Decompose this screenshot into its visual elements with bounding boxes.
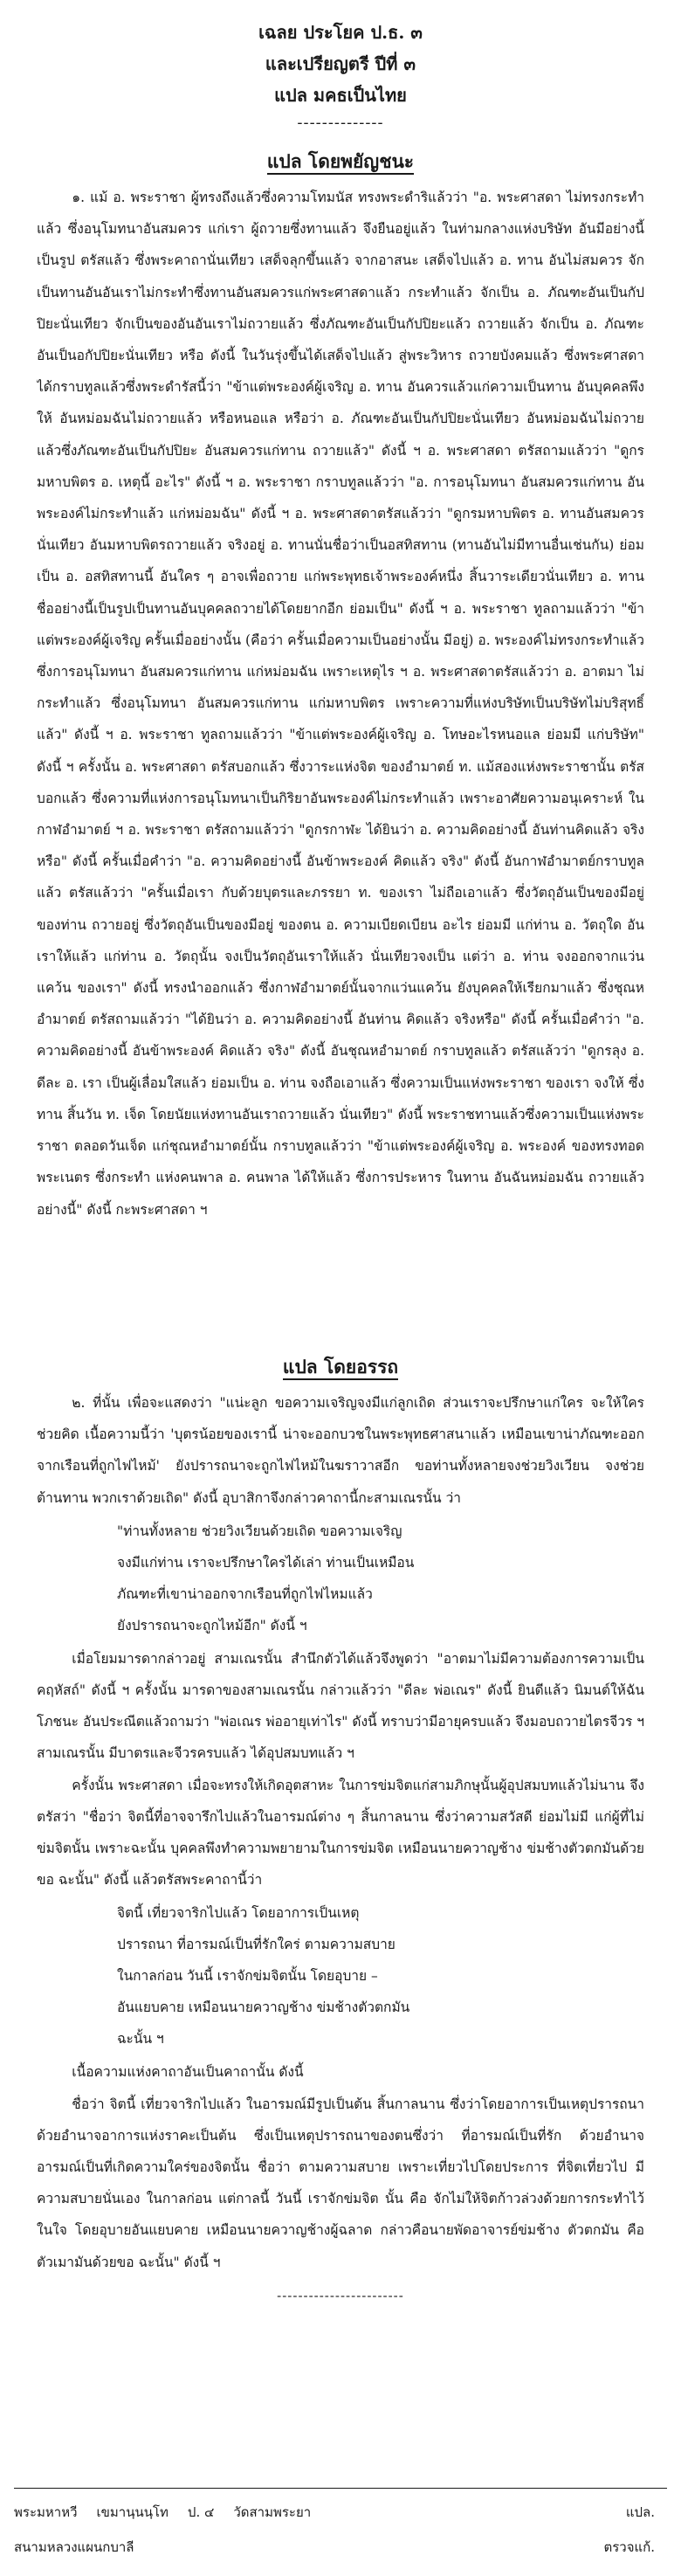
section-1-title	[37, 148, 644, 175]
verse-line: จงมีแก่ท่าน เราจะปรึกษาใครได้เล่า ท่านเป็นเหมือน	[117, 1554, 415, 1571]
header-divider: --------------	[297, 114, 384, 132]
header-title-1: เฉลย ประโยค ป.ธ. ๓	[258, 22, 423, 43]
verse-line: "ท่านทั้งหลาย ช่วยวิงเวียนด้วยเถิด ขอความเจริญ	[117, 1523, 402, 1539]
section-2-title	[37, 1354, 644, 1380]
header-title-2: และเปรียญตรี ปีที่ ๓	[265, 53, 416, 74]
verse-block-1	[37, 1516, 644, 1641]
verse-line: ปรารถนา ที่อารมณ์เป็นที่รักใคร่ ตามความสบาย	[117, 1937, 396, 1953]
verse-line: ในกาลก่อน วันนี้ เราจักข่มจิตนั้น โดยอุบาย –	[117, 1968, 378, 1985]
translator-temple: วัดสามพระยา	[233, 2504, 312, 2520]
verse-line: ฉะนั้น ฯ	[117, 2031, 164, 2048]
translator-row	[14, 2501, 667, 2524]
section-1-title-text: แปล โดยพยัญชนะ	[267, 150, 414, 175]
reviewer-row	[14, 2536, 667, 2559]
section-2-paragraph-4: เนื้อความแห่งคาถาอันเป็นคาถานั้น ดังนี้	[72, 2064, 304, 2081]
verse-line: อันแยบคาย เหมือนนายควาญช้าง ข่มช้างตัวตกมัน	[117, 1999, 410, 2016]
section-2-paragraph-2: เมื่อโยมมารดากล่าวอยู่ สามเณรนั้น สำนึกตัวได้แล้วจึงพูดว่า "อาตมาไม่มีความต้องการความเป็นคฤหัสถ์" ดังนี้ ฯ ครั้งนั้น มารดาของสามเณรนั้น กล่าวแล้วว่า "ดีละ พ่อเณร" ดังนี้ ยินดีแล้ว นิมนต์ให้ฉันโภชนะ อันประณีตแล้วถามว่า "พ่อเณร พ่ออายุเท่าไร" ดังนี้ ทราบว่ามีอายุครบแล้ว จึงมอบถวายไตรจีวร ฯ สามเณรนั้น มีบาตรและจีวรครบแล้ว ได้อุปสมบทแล้ว ฯ	[37, 1650, 644, 1762]
verse-block-2	[37, 1897, 644, 2055]
translator-pali-name: เขมานฺนนฺโท	[96, 2504, 169, 2520]
end-divider: ------------------------	[277, 2287, 404, 2303]
reviewer-office: สนามหลวงแผนกบาลี	[14, 2539, 134, 2555]
section-1-body	[37, 182, 644, 1317]
translator-role: แปล.	[625, 2504, 655, 2520]
section-2-body	[37, 1387, 644, 2558]
verse-line: ภัณฑะที่เขาน่าออกจากเรือนที่ถูกไฟไหมแล้ว	[117, 1585, 373, 1602]
section-2-paragraph-1: ๒. ที่นั้น เพื่อจะแสดงว่า "แน่ะลูก ขอความเจริญจงมีแก่ลูกเถิด ส่วนเราจะปรึกษาแก่ใคร จะให้ใครช่วยคิด เนื้อความนี้ว่า 'บุตรน้อยของเรานี้ น่าจะออกบวชในพระพุทธศาสนาแล้ว เหมือนเขาน่าภัณฑะออกจากเรือนที่ถูกไฟไหม้' ยังปรารถนาจะถูกไฟไหม้ในฆราวาสอีก ขอท่านทั้งหลายจงช่วยวิงเวียน จงช่วยต้านทาน พวกเราด้วยเถิด" ดังนี้ อุบาสิกาจึงกล่าวคาถานี้กะสามเณรนั้น ว่า	[37, 1395, 644, 1506]
document-footer	[14, 2488, 667, 2571]
verse-line: ยังปรารถนาจะถูกไหม้อีก" ดังนี้ ฯ	[117, 1617, 307, 1633]
document-header	[37, 19, 644, 133]
section-1-paragraph: ๑. แม้ อ. พระราชา ผู้ทรงถึงแล้วซึ่งความโทมนัส ทรงพระดำริแล้วว่า "อ. พระศาสดา ไม่ทรงกระทำแล้ว ซึ่งอนุโมทนาอันสมควร แก่เรา ผู้ถวายซึ่งทานแล้ว จึงยืนอยู่แล้ว ในท่ามกลางแห่งบริษัท อันมีอย่างนี้เป็นรูป ตรัสแล้ว ซึ่งพระคาถานั่นเทียว เสด็จลุกขึ้นแล้ว จากอาสนะ เสด็จไปแล้ว อ. ทาน อันไม่สมควร จักเป็นทานอันอันเราไม่กระทำซึ่งทานอันสมควรแก่พระศาสดาแล้ว กระทำแล้ว จักเป็น อ. ภัณฑะอันเป็นกัปปิยะนั่นเทียว จักเป็นของอันอันเราไม่ถวายแล้ว ซึ่งภัณฑะอันเป็นกัปปิยะแล้ว ถวายแล้ว จักเป็น อ. ภัณฑะอันเป็นอกัปปิยะนั่นเทียว หรือ ดังนี้ ในวันรุ่งขึ้นได้เสด็จไปแล้ว สู่พระวิหาร ถวายบังคมแล้ว ซึ่งพระศาสดา ได้กราบทูลแล้วซึ่งพระดำรัสนี้ว่า "ข้าแต่พระองค์ผู้เจริญ อ. ทาน อันควรแล้วแก่ความเป็นทาน อันบุคคลพึงให้ อันหม่อมฉันไม่ถวายแล้ว หรือหนอแล หรือว่า อ. ภัณฑะอันเป็นกัปปิยะนั่นเทียว อันหม่อมฉันไม่ถวายแล้วซึ่งภัณฑะอันเป็นกัปปิยะ อันสมควรแก่ทาน ถวายแล้ว" ดังนี้ ฯ อ. พระศาสดา ตรัสถามแล้วว่า "ดูกรมหาบพิตร อ. เหตุนี้ อะไร" ดังนี้ ฯ อ. พระราชา กราบทูลแล้วว่า "อ. การอนุโมทนา อันสมควรแก่ทาน อันพระองค์ไม่กระทำแล้ว แก่หม่อมฉัน" ดังนี้ ฯ อ. พระศาสดาตรัสแล้วว่า "ดูกรมหาบพิตร อ. ทานอันสมควรนั่นเทียว อันมหาบพิตรถวายแล้ว จริงอยู่ อ. ทานนั่นชื่อว่าเป็นอสทิสทาน (ทานอันไม่มีทานอื่นเช่นกัน) ย่อมเป็น อ. อสทิสทานนี้ อันใคร ๆ อาจเพื่อถวาย แก่พระพุทธเจ้าพระองค์หนึ่ง สิ้นวาระเดียวนั่นเทียว อ. ทาน ชื่ออย่างนี้เป็นรูปเป็นทานอันบุคคลถวายได้โดยยากอีก ย่อมเป็น" ดังนี้ ฯ อ. พระราชา ทูลถามแล้วว่า "ข้าแต่พระองค์ผู้เจริญ ครั้นเมื่ออย่างนั้น (คือว่า ครั้นเมื่อความเป็นอย่างนั้น มีอยู่) อ. พระองค์ไม่ทรงกระทำแล้ว ซึ่งการอนุโมทนา อันสมควรแก่ทาน แก่หม่อมฉัน เพราะเหตุไร ฯ อ. พระศาสดาตรัสแล้วว่า อ. อาตมา ไม่กระทำแล้ว ซึ่งอนุโมทนา อันสมควรแก่ทาน แก่มหาบพิตร เพราะความที่แห่งบริษัทเป็นบริษัทไม่บริสุทธิ์แล้ว" ดังนี้ ฯ อ. พระราชา ทูลถามแล้วว่า "ข้าแต่พระองค์ผู้เจริญ อ. โทษอะไรหนอแล ย่อมมี แก่บริษัท" ดังนี้ ฯ ครั้งนั้น อ. พระศาสดา ตรัสบอกแล้ว ซึ่งวาระแห่งจิต ของอำมาตย์ ท. แม้สองแห่งพระราชานั้น ตรัสบอกแล้ว ซึ่งความที่แห่งการอนุโมทนาเป็นกิริยาอันพระองค์ไม่กระทำแล้ว เพราะอาศัยความอนุเคราะห์ ในกาฬอำมาตย์ ฯ อ. พระราชา ตรัสถามแล้วว่า "ดูกรกาฬะ ได้ยินว่า อ. ความคิดอย่างนี้ อันท่านคิดแล้ว จริงหรือ" ดังนี้ ครั้นเมื่อคำว่า "อ. ความคิดอย่างนี้ อันข้าพระองค์ คิดแล้ว จริง" ดังนี้ อันกาฬอำมาตย์กราบทูลแล้ว ตรัสแล้วว่า "ครั้นเมื่อเรา กับด้วยบุตรและภรรยา ท. ของเรา ไม่ถือเอาแล้ว ซึ่งวัตถุอันเป็นของมีอยู่ ของท่าน ถวายอยู่ ซึ่งวัตถุอันเป็นของมีอยู่ ของตน อ. ความเบียดเบียน อะไร ย่อมมี แก่ท่าน อ. วัตถุใด อันเราให้แล้ว แก่ท่าน อ. วัตถุนั้น จงเป็นวัตถุอันเราให้แล้ว นั่นเทียวจงเป็น แต่ว่า อ. ท่าน จงออกจากแว่นแคว้น ของเรา" ดังนี้ ทรงนำออกแล้ว ซึ่งกาฬอำมาตย์นั้นจากแว่นแคว้น ยังบุคคลให้เรียกมาแล้ว ซึ่งชุณหอำมาตย์ ตรัสถามแล้วว่า "ได้ยินว่า อ. ความคิดอย่างนี้ อันท่าน คิดแล้ว จริงหรือ" ดังนี้ ครั้นเมื่อคำว่า "อ. ความคิดอย่างนี้ อันข้าพระองค์ คิดแล้ว จริง" ดังนี้ อันชุณหอำมาตย์ กราบทูลแล้ว ตรัสแล้วว่า "ดูกรลุง อ. ดีละ อ. เรา เป็นผู้เลื่อมใสแล้ว ย่อมเป็น อ. ท่าน จงถือเอาแล้ว ซึ่งความเป็นแห่งพระราชา ของเรา จงให้ ซึ่งทาน สิ้นวัน ท. เจ็ด โดยนัยแห่งทานอันเราถวายแล้ว นั่นเทียว" ดังนี้ พระราชทานแล้วซึ่งความเป็นแห่งพระราชา ตลอดวันเจ็ด แก่ชุณหอำมาตย์นั้น กราบทูลแล้วว่า "ข้าแต่พระองค์ผู้เจริญ อ. พระองค์ ของทรงทอดพระเนตร ซึ่งกระทำ แห่งคนพาล อ. คนพาล ได้ให้แล้ว ซึ่งการประหาร ในทาน อันฉันหม่อมฉัน ถวายแล้ว อย่างนี้" ดังนี้ กะพระศาสดา ฯ	[37, 190, 644, 1218]
translator-name: พระมหาหวี	[14, 2504, 78, 2520]
section-2-paragraph-5: ชื่อว่า จิตนี้ เที่ยวจาริกไปแล้ว ในอารมณ์มีรูปเป็นต้น สิ้นกาลนาน ซึ่งว่าโดยอาการเป็นเหตุปรารถนา ด้วยอำนาจอาการแห่งราคะเป็นต้น ซึ่งเป็นเหตุปรารถนาของตนซึ่งว่า ที่อารมณ์เป็นที่รัก ด้วยอำนาจอารมณ์เป็นที่เกิดความใคร่ของจิตนั้น ชื่อว่า ตามความสบาย เพราะเที่ยวไปโดยประการ ที่จิตเที่ยวไป มีความสบายนั่นเอง ในกาลก่อน แต่กาลนี้ วันนี้ เราจักข่มจิต นั้น คือ จักไม่ให้จิตก้าวล่วงด้วยการกระทำไว้ในใจ โดยอุบายอันแยบคาย เหมือนนายควาญช้างผู้ฉลาด กล่าวคือนายพัดอาจารย์ข่มช้าง ตัวตกมัน คือ ตัวเมามันด้วยขอ ฉะนั้น" ดังนี้ ฯ	[37, 2096, 644, 2270]
section-2-title-text: แปล โดยอรรถ	[283, 1356, 398, 1380]
verse-line: จิตนี้ เที่ยวจาริกไปแล้ว โดยอาการเป็นเหตุ	[117, 1905, 360, 1922]
section-2-paragraph-3: ครั้งนั้น พระศาสดา เมื่อจะทรงให้เกิดอุตสาหะ ในการข่มจิตแก่สามภิกษุนั้นผู้อุปสมบทแล้วไม่นาน จึงตรัสว่า "ชื่อว่า จิตนี้ที่อาจจารึกไปแล้วในอารมณ์ต่าง ๆ สิ้นกาลนาน ซึ่งว่าความสวัสดี ย่อมไม่มี แก่ผู้ที่ไม่ข่มจิตนั้น เพราะฉะนั้น บุคคลพึงทำความพยายามในการข่มจิต เหมือนนายควาญช้าง ข่มช้างตัวตกมันด้วยขอ ฉะนั้น" ดังนี้ แล้วตรัสพระคาถานี้ว่า	[37, 1777, 644, 1889]
reviewer-role: ตรวจแก้.	[603, 2539, 655, 2555]
header-title-3: แปล มคธเป็นไทย	[274, 85, 407, 106]
translator-grade: ป. ๔	[187, 2504, 215, 2520]
